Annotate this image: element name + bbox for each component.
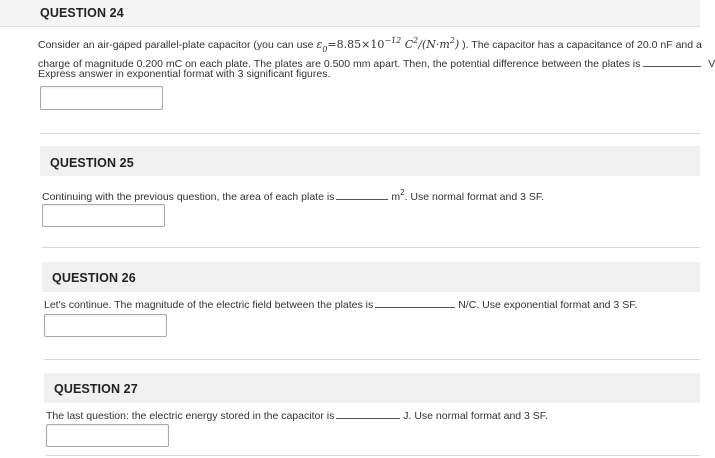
epsilon-unit-rest: /(N·m bbox=[418, 38, 450, 51]
question-26-answer-input[interactable] bbox=[44, 314, 167, 337]
question-25-unit: m bbox=[391, 191, 401, 203]
epsilon-unit-m-exp: 2 bbox=[449, 36, 455, 45]
epsilon-unit-c: C bbox=[401, 38, 414, 51]
epsilon-subscript: 0 bbox=[322, 45, 328, 54]
question-25-text-a: Continuing with the previous question, the area of each plate is bbox=[42, 191, 335, 203]
epsilon-exponent: −12 bbox=[384, 36, 402, 45]
question-26-text bbox=[44, 297, 637, 312]
question-24-text-a: Consider an air-gaped parallel-plate capacitor (you can use bbox=[38, 39, 317, 51]
question-27-divider bbox=[46, 455, 700, 456]
question-27-title: QUESTION 27 bbox=[54, 382, 138, 396]
question-24-text-line1 bbox=[38, 34, 702, 56]
question-26-title: QUESTION 26 bbox=[52, 271, 136, 285]
epsilon-unit-close: ) bbox=[454, 38, 460, 51]
question-25-unit-exp: 2 bbox=[400, 188, 405, 197]
epsilon-value: =8.85×10 bbox=[327, 38, 385, 51]
question-24-divider bbox=[40, 133, 700, 134]
question-25-divider bbox=[42, 247, 700, 248]
question-27-text-a: The last question: the electric energy stored in the capacitor is bbox=[46, 410, 335, 422]
question-25-band bbox=[40, 146, 700, 176]
question-25-text bbox=[42, 186, 544, 204]
question-24-text-b: ). The capacitor has a capacitance of 20.0 nF and a bbox=[459, 39, 702, 51]
epsilon-symbol: ε bbox=[316, 38, 323, 51]
question-27-text bbox=[46, 408, 548, 423]
question-24-text-c: charge of magnitude 0.200 mC on each plate. The plates are 0.500 mm apart. Then, the potential difference between the plates is bbox=[38, 58, 641, 70]
question-26-text-a: Let's continue. The magnitude of the electric field between the plates is bbox=[44, 299, 374, 311]
question-26-text-b: N/C. Use exponential format and 3 SF. bbox=[458, 299, 638, 311]
question-24-text-line3: Express answer in exponential format with 3 significant figures. bbox=[38, 68, 331, 80]
question-25-answer-input[interactable] bbox=[42, 204, 165, 227]
question-26-blank bbox=[375, 297, 455, 308]
question-25-text-b: . Use normal format and 3 SF. bbox=[404, 191, 545, 203]
question-25-title: QUESTION 25 bbox=[50, 156, 134, 170]
question-25-blank bbox=[336, 189, 388, 200]
question-26-band bbox=[42, 262, 700, 292]
question-24-answer-input[interactable] bbox=[40, 86, 163, 110]
question-24-blank bbox=[643, 56, 701, 67]
epsilon-unit-c-exp: 2 bbox=[413, 36, 419, 45]
question-27-text-b: J. Use normal format and 3 SF. bbox=[403, 410, 548, 422]
question-27-answer-input[interactable] bbox=[46, 424, 169, 447]
question-27-band bbox=[44, 373, 700, 403]
question-26-divider bbox=[44, 359, 700, 360]
epsilon-formula bbox=[316, 36, 460, 54]
question-24-unit: V bbox=[708, 58, 715, 70]
question-27-blank bbox=[336, 408, 400, 419]
question-24-title: QUESTION 24 bbox=[40, 6, 124, 20]
